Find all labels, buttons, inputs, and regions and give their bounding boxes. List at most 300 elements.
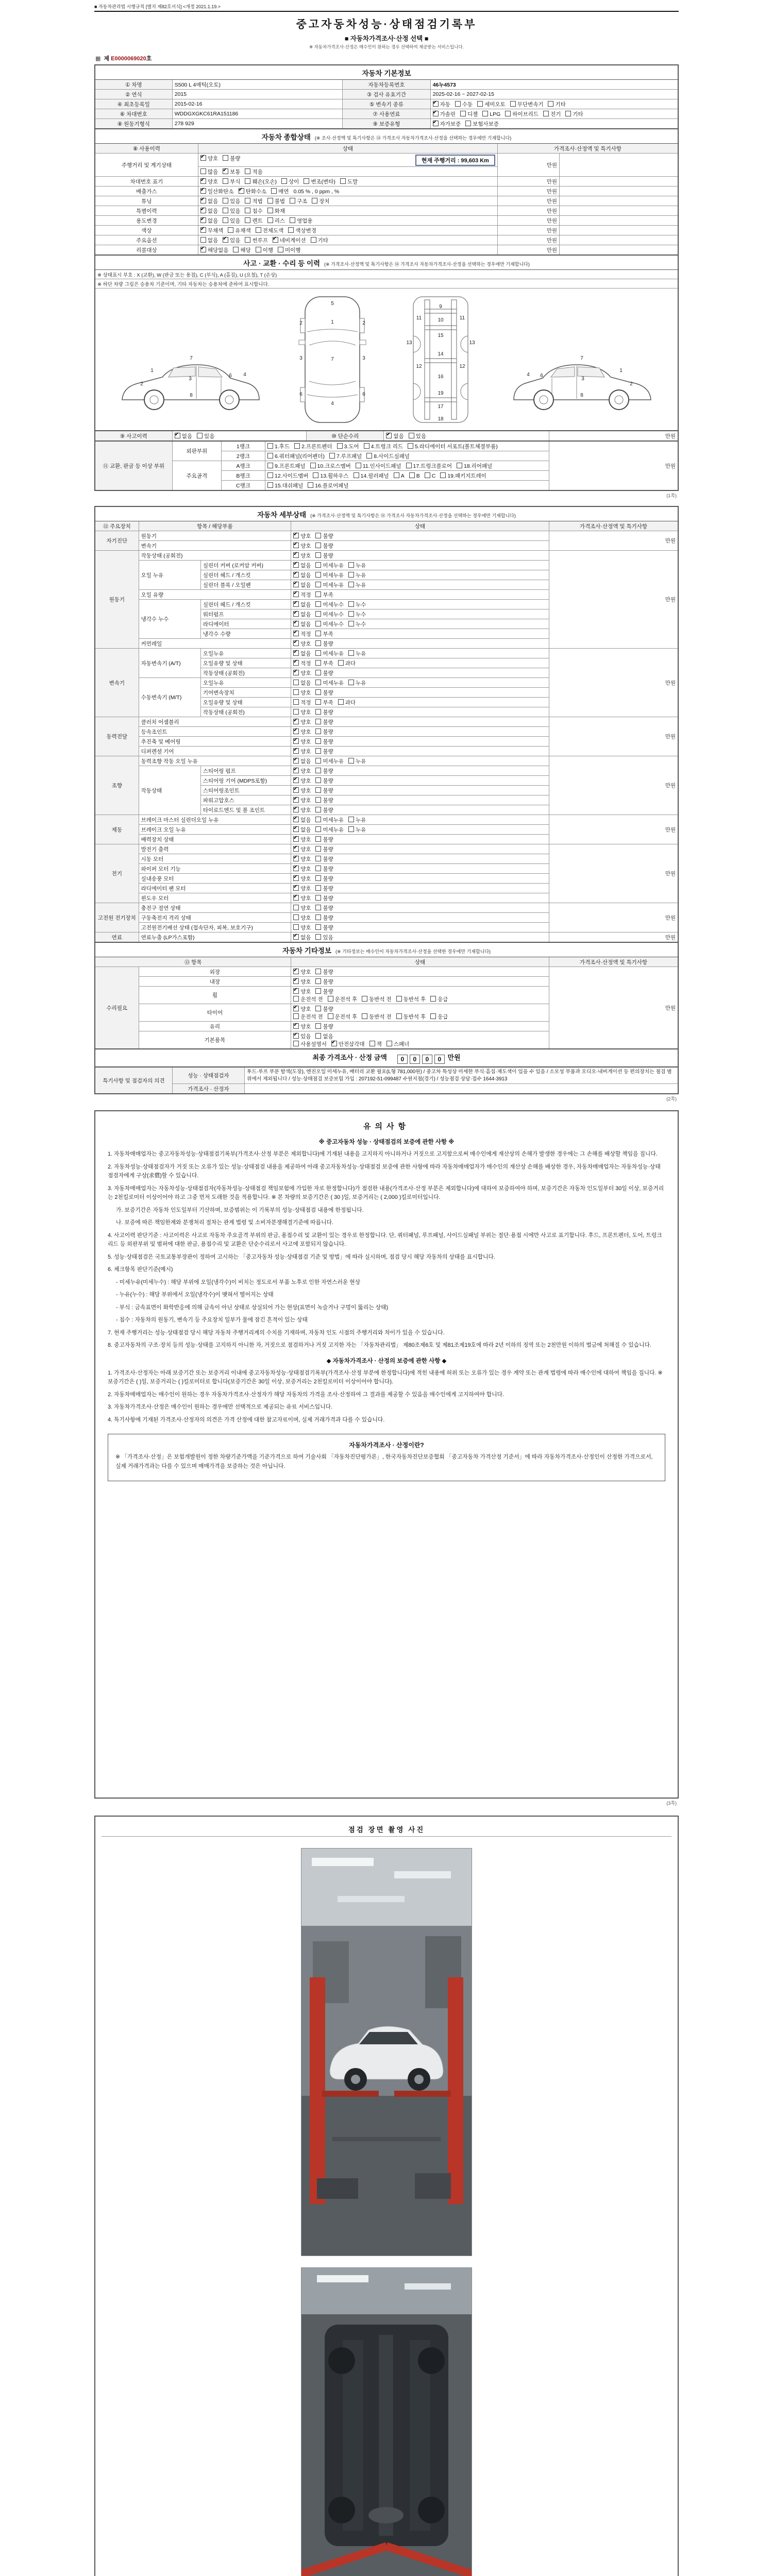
checkbox-부족[interactable]: 부족 bbox=[315, 659, 333, 667]
checkbox-적정[interactable]: ✔ 적정 bbox=[293, 591, 311, 599]
checkbox-영업용[interactable]: 영업용 bbox=[290, 217, 312, 225]
checkbox-없음[interactable]: ✔ 없음 bbox=[293, 620, 311, 628]
checkbox-불량[interactable]: 불량 bbox=[315, 669, 333, 677]
checkbox-기타[interactable]: 기타 bbox=[311, 236, 328, 244]
checkbox-해당없음[interactable]: ✔ 해당없음 bbox=[200, 246, 229, 254]
checkbox-1.후드[interactable]: 1.후드 bbox=[267, 443, 290, 450]
checkbox-불량[interactable]: 불량 bbox=[315, 689, 333, 697]
checkbox-없음[interactable]: 없음 bbox=[200, 236, 218, 244]
checkbox-glyph bbox=[245, 168, 250, 174]
value-cell: 유리 bbox=[139, 1022, 291, 1031]
checkbox-양호[interactable]: ✔ 양호 bbox=[293, 640, 311, 648]
checkbox-불량[interactable]: 불량 bbox=[315, 1023, 333, 1030]
amount-digit-box: 0 bbox=[397, 1055, 408, 1064]
checkbox-19.패키지트레이[interactable]: 19.패키지트레이 bbox=[440, 472, 486, 480]
checkbox-양호[interactable]: ✔ 양호 bbox=[293, 767, 311, 775]
checkbox-glyph bbox=[315, 885, 321, 891]
checkbox-양호[interactable]: 양호 bbox=[293, 924, 311, 931]
checkbox-불량[interactable]: 불량 bbox=[315, 532, 333, 540]
checkbox-양호[interactable]: 양호 bbox=[293, 689, 311, 697]
checkbox-가솔린[interactable]: ✔ 가솔린 bbox=[433, 110, 456, 118]
checkbox-양호[interactable]: ✔ 양호 bbox=[293, 806, 311, 814]
checkbox-3.도어[interactable]: 3.도어 bbox=[337, 443, 359, 450]
checkbox-미세누유[interactable]: 미세누유 bbox=[315, 757, 344, 765]
checkbox-불량[interactable]: 불량 bbox=[315, 728, 333, 736]
checkbox-glyph bbox=[293, 978, 299, 984]
checkbox-glyph bbox=[315, 875, 321, 881]
checkbox-불량[interactable]: 불량 bbox=[315, 968, 333, 976]
value-cell bbox=[384, 431, 549, 441]
value-cell: 1랭크 bbox=[221, 441, 265, 451]
checkbox-16.플로어패널[interactable]: 16.플로어패널 bbox=[308, 482, 348, 489]
checkbox-운전석 후[interactable]: 운전석 후 bbox=[328, 995, 358, 1003]
label-cell: ⑨ 사고이력 bbox=[95, 431, 172, 441]
checkbox-미세누유[interactable]: 미세누유 bbox=[315, 562, 344, 569]
checkbox-양호[interactable]: ✔ 양호 bbox=[293, 552, 311, 560]
checkbox-변조(변타)[interactable]: 변조(변타) bbox=[304, 178, 335, 185]
checkbox-불량[interactable]: 불량 bbox=[315, 806, 333, 814]
checkbox-glyph bbox=[313, 472, 318, 478]
checkbox-동반석 전[interactable]: 동반석 전 bbox=[362, 1013, 392, 1021]
checkbox-17.트렁크플로어[interactable]: 17.트렁크플로어 bbox=[406, 462, 452, 470]
checkbox-불법[interactable]: 불법 bbox=[267, 197, 285, 205]
checkbox-10.크로스멤버[interactable]: 10.크로스멤버 bbox=[310, 462, 351, 470]
checkbox-있음[interactable]: 있음 bbox=[197, 432, 214, 440]
checkbox-glyph bbox=[440, 472, 446, 478]
checkbox-장치[interactable]: 장치 bbox=[312, 197, 329, 205]
checkbox-glyph bbox=[315, 1006, 321, 1011]
checkbox-운전석 전[interactable]: 운전석 전 bbox=[293, 995, 323, 1003]
checkbox-양호[interactable]: ✔ 양호 bbox=[293, 968, 311, 976]
checkbox-수동[interactable]: 수동 bbox=[455, 100, 473, 108]
checkbox-도말[interactable]: 도말 bbox=[340, 178, 358, 185]
checkbox-양호[interactable]: ✔ 양호 bbox=[293, 865, 311, 873]
checkbox-무단변속기[interactable]: 무단변속기 bbox=[510, 100, 544, 108]
checkbox-양호[interactable]: ✔ 양호 bbox=[293, 669, 311, 677]
checkbox-양호[interactable]: ✔ 양호 bbox=[293, 875, 311, 883]
checkbox-양호[interactable]: ✔ 양호 bbox=[293, 718, 311, 726]
checkbox-하이브리드[interactable]: 하이브리드 bbox=[505, 110, 539, 118]
checkbox-누수[interactable]: 누수 bbox=[348, 620, 366, 628]
checkbox-양호[interactable]: ✔ 양호 bbox=[293, 738, 311, 745]
checkbox-불량[interactable]: 불량 bbox=[315, 787, 333, 794]
checkbox-glyph bbox=[409, 433, 414, 438]
diagram-zone-number: 7 bbox=[189, 355, 193, 361]
checkbox-양호[interactable]: 양호 bbox=[293, 914, 311, 922]
value-cell: 스티어링조인트 bbox=[200, 786, 291, 795]
checkbox-불량[interactable]: 불량 bbox=[315, 718, 333, 726]
checkbox-누유[interactable]: 누유 bbox=[348, 571, 366, 579]
amount-digit-box: 0 bbox=[434, 1055, 445, 1064]
value-cell bbox=[291, 541, 549, 551]
checkbox-양호[interactable]: ✔ 양호 bbox=[200, 178, 218, 185]
checkbox-불량[interactable]: 불량 bbox=[315, 904, 333, 912]
diagram-zone-number: 1 bbox=[331, 319, 334, 325]
checkbox-양호[interactable]: ✔ 양호 bbox=[293, 787, 311, 794]
value-cell bbox=[198, 177, 497, 187]
checkbox-glyph bbox=[362, 996, 367, 1002]
checkbox-부족[interactable]: 부족 bbox=[315, 630, 333, 638]
value-cell bbox=[291, 874, 549, 884]
value-cell: 작동상태 (공회전) bbox=[200, 707, 291, 717]
page-marker-2: (2쪽) bbox=[666, 1096, 677, 1102]
value-cell: 만원 bbox=[549, 441, 678, 490]
checkbox-2.프론트펜더[interactable]: 2.프론트펜더 bbox=[294, 443, 332, 450]
checkbox-glyph bbox=[293, 562, 299, 568]
checkbox-glyph bbox=[369, 1041, 375, 1046]
checkbox-glyph bbox=[406, 463, 412, 468]
checkbox-화재[interactable]: 화재 bbox=[267, 207, 285, 215]
checkbox-구조[interactable]: 구조 bbox=[290, 197, 307, 205]
checkbox-glyph bbox=[315, 611, 321, 617]
checkbox-리스[interactable]: 리스 bbox=[267, 217, 285, 225]
notice-paragraph: 4. 사고이력 판단기준 : 사고이력은 사고로 자동차 주요골격 부위의 판금, 용접수리 및 교환이 있는 경우로 한정합니다. 단, 쿼터패널, 루프패널, 사이드실패널 부위는 절단·용접 시에만 사고로 표기합니다. 후드, 프론트펜더, 도어, 트렁크리드 등 외판부위 및 범퍼에 대한 판금, 용접수리 및 교환은 단순수리로서 사고에 포함되지 않습니다. bbox=[108, 1232, 662, 1248]
checkbox-네비게이션[interactable]: ✔ 네비게이션 bbox=[273, 236, 306, 244]
value-cell: 실린더 헤드 / 개스킷 bbox=[200, 600, 291, 609]
value-cell: 파워고압호스 bbox=[200, 795, 291, 805]
value-cell bbox=[244, 1084, 678, 1094]
checkbox-없음[interactable]: ✔ 없음 bbox=[293, 601, 311, 608]
checkbox-잭[interactable]: 잭 bbox=[369, 1040, 382, 1048]
checkbox-렌트[interactable]: 렌트 bbox=[245, 217, 262, 225]
checkbox-미세누유[interactable]: 미세누유 bbox=[315, 816, 344, 824]
checkbox-불량[interactable]: 불량 bbox=[315, 796, 333, 804]
value-cell: 고전원전기배선 상태 (접속단자, 피복, 보호기구) bbox=[139, 923, 291, 933]
checkbox-동반석 후[interactable]: 동반석 후 bbox=[396, 995, 426, 1003]
checkbox-전기[interactable]: 전기 bbox=[543, 110, 561, 118]
checkbox-없음[interactable]: ✔ 없음 bbox=[293, 562, 311, 569]
checkbox-12.사이드멤버[interactable]: 12.사이드멤버 bbox=[267, 472, 308, 480]
notice-paragraph: 3. 자동차가격조사·산정은 매수인이 원하는 경우에만 선택적으로 제공되는 유료 서비스입니다. bbox=[108, 1404, 332, 1411]
checkbox-LPG[interactable]: LPG bbox=[482, 111, 500, 117]
checkbox-양호[interactable]: ✔양호 bbox=[293, 988, 311, 995]
checkbox-무채색[interactable]: ✔ 무채색 bbox=[200, 227, 223, 234]
checkbox-불량[interactable]: 불량 bbox=[315, 845, 333, 853]
checkbox-누유[interactable]: 누유 bbox=[348, 757, 366, 765]
notice-paragraph: - 누유(누수) : 해당 부위에서 오일(냉각수)이 맺혀서 떨어지는 상태 bbox=[116, 1292, 274, 1298]
checkbox-양호[interactable]: ✔ 양호 bbox=[293, 777, 311, 785]
checkbox-전체도색[interactable]: 전체도색 bbox=[256, 227, 284, 234]
value-cell: 만원 bbox=[549, 903, 678, 933]
checkbox-없음[interactable]: ✔ 없음 bbox=[200, 197, 218, 205]
checkbox-없음[interactable]: 없음 bbox=[315, 1032, 333, 1040]
checkbox-있음[interactable]: 있음 bbox=[223, 217, 240, 225]
accident-legend-2: ※ 하단 차량 그림은 승용차 기준이며, 기타 자동차는 승용차에 준하여 표시합니다. bbox=[95, 279, 678, 289]
checkbox-glyph bbox=[245, 208, 250, 213]
checkbox-사용설명서[interactable]: 사용설명서 bbox=[293, 1040, 327, 1048]
checkbox-응급[interactable]: 응급 bbox=[430, 995, 448, 1003]
value-cell bbox=[291, 903, 549, 913]
car-diagram-underbody bbox=[402, 293, 479, 427]
value-cell: 2랭크 bbox=[221, 451, 265, 461]
checkbox-5.라디에이터 서포트(볼트체결부품)[interactable]: 5.라디에이터 서포트(볼트체결부품) bbox=[408, 443, 498, 450]
checkbox-불량[interactable]: 불량 bbox=[315, 914, 333, 922]
checkbox-불량[interactable]: 불량 bbox=[315, 894, 333, 902]
checkbox-침수[interactable]: 침수 bbox=[245, 207, 262, 215]
checkbox-glyph bbox=[315, 768, 321, 773]
checkbox-미세누수[interactable]: 미세누수 bbox=[315, 601, 344, 608]
diagram-zone-number: 10 bbox=[438, 317, 444, 323]
checkbox-많음[interactable]: 많음 bbox=[200, 168, 218, 176]
checkbox-양호[interactable]: ✔양호 bbox=[200, 155, 218, 162]
checkbox-glyph bbox=[293, 621, 299, 626]
checkbox-불량[interactable]: 불량 bbox=[315, 777, 333, 785]
checkbox-없음[interactable]: ✔ 없음 bbox=[293, 571, 311, 579]
value-cell: 만원 bbox=[549, 815, 678, 844]
checkbox-누유[interactable]: 누유 bbox=[348, 562, 366, 569]
checkbox-양호[interactable]: ✔ 양호 bbox=[293, 845, 311, 853]
checkbox-기타[interactable]: 기타 bbox=[548, 100, 565, 108]
checkbox-미이행[interactable]: 미이행 bbox=[278, 246, 300, 254]
value-cell: 만원 bbox=[549, 551, 678, 649]
photos-title: 점검 장면 촬영 사진 bbox=[102, 1822, 671, 1837]
checkbox-미세누유[interactable]: 미세누유 bbox=[315, 679, 344, 687]
checkbox-glyph bbox=[293, 543, 299, 548]
checkbox-불량[interactable]: 불량 bbox=[315, 865, 333, 873]
checkbox-미세누수[interactable]: 미세누수 bbox=[315, 620, 344, 628]
checkbox-불량[interactable]: 불량 bbox=[315, 767, 333, 775]
checkbox-없음[interactable]: ✔ 없음 bbox=[293, 826, 311, 834]
checkbox-양호[interactable]: ✔ 양호 bbox=[293, 1023, 311, 1030]
checkbox-있음[interactable]: 있음 bbox=[223, 197, 240, 205]
checkbox-누수[interactable]: 누수 bbox=[348, 611, 366, 618]
checkbox-A[interactable]: A bbox=[394, 472, 405, 479]
checkbox-glyph bbox=[200, 217, 206, 223]
checkbox-스패너[interactable]: 스패너 bbox=[386, 1040, 409, 1048]
checkbox-불량[interactable]: 불량 bbox=[315, 875, 333, 883]
checkbox-유채색[interactable]: 유채색 bbox=[228, 227, 250, 234]
checkbox-없음[interactable]: ✔ 없음 bbox=[293, 934, 311, 941]
checkbox-운전석 전[interactable]: 운전석 전 bbox=[293, 1013, 323, 1021]
accident-legend-1: ※ 상태표시 부호 : X (교환), W (판금 또는 용접), C (부식), A (흠집), U (요철), T (손상) bbox=[95, 270, 678, 279]
checkbox-누유[interactable]: 누유 bbox=[348, 826, 366, 834]
checkbox-있음[interactable]: ✔있음 bbox=[293, 1032, 311, 1040]
checkbox-없음[interactable]: 없음 bbox=[293, 679, 311, 687]
page-marker-1: (1쪽) bbox=[666, 493, 677, 498]
value-cell: 기어변속장치 bbox=[200, 688, 291, 698]
label-cell: 연료 bbox=[95, 933, 139, 943]
checkbox-있음[interactable]: 있음 bbox=[315, 934, 333, 941]
checkbox-glyph bbox=[293, 895, 299, 901]
checkbox-미세누유[interactable]: 미세누유 bbox=[315, 826, 344, 834]
checkbox-B[interactable]: B bbox=[409, 472, 420, 479]
final-price-unit: 만원 bbox=[447, 1054, 461, 1061]
checkbox-불량[interactable]: 불량 bbox=[315, 542, 333, 550]
notice-paragraph: - 침수 : 자동차의 원동기, 변속기 등 주요장치 일부가 물에 잠긴 흔적이 있는 상태 bbox=[116, 1317, 308, 1324]
diagram-zone-number: 8 bbox=[189, 392, 193, 398]
checkbox-양호[interactable]: 양호 bbox=[293, 904, 311, 912]
value-cell: 만원 bbox=[497, 226, 559, 235]
value-cell: 2025-02-16 ~ 2027-02-15 bbox=[430, 90, 678, 99]
checkbox-과다[interactable]: 과다 bbox=[338, 659, 356, 667]
checkbox-양호[interactable]: ✔ 양호 bbox=[293, 894, 311, 902]
section-gap bbox=[94, 499, 679, 506]
checkbox-없음[interactable]: ✔ 없음 bbox=[293, 611, 311, 618]
checkbox-불량[interactable]: 불량 bbox=[315, 708, 333, 716]
checkbox-있음[interactable]: 있음 bbox=[223, 207, 240, 215]
checkbox-양호[interactable]: ✔ 양호 bbox=[293, 796, 311, 804]
checkbox-색상변경[interactable]: 색상변경 bbox=[288, 227, 316, 234]
checkbox-미세누유[interactable]: 미세누유 bbox=[315, 650, 344, 657]
label-cell: ⑤ 변속기 종류 bbox=[343, 99, 430, 109]
checkbox-부식[interactable]: 부식 bbox=[223, 178, 240, 185]
checkbox-있음[interactable]: ✔ 있음 bbox=[223, 236, 240, 244]
value-cell: 만원 bbox=[497, 235, 559, 245]
checkbox-양호[interactable]: ✔ 양호 bbox=[293, 532, 311, 540]
checkbox-없음[interactable]: ✔ 없음 bbox=[293, 581, 311, 589]
barcode-icon: ▦ bbox=[95, 56, 101, 62]
checkbox-glyph bbox=[315, 699, 321, 705]
checkbox-미세누유[interactable]: 미세누유 bbox=[315, 581, 344, 589]
checkbox-동반석 전[interactable]: 동반석 전 bbox=[362, 995, 392, 1003]
checkbox-양호[interactable]: ✔ 양호 bbox=[293, 836, 311, 843]
diagram-zone-number: 17 bbox=[438, 403, 444, 410]
checkbox-불량[interactable]: 불량 bbox=[315, 885, 333, 892]
checkbox-없음[interactable]: ✔ 없음 bbox=[386, 432, 404, 440]
checkbox-누유[interactable]: 누유 bbox=[348, 816, 366, 824]
label-cell: ② 연식 bbox=[95, 90, 172, 99]
checkbox-18.리어패널[interactable]: 18.리어패널 bbox=[457, 462, 492, 470]
checkbox-없음[interactable]: ✔ 없음 bbox=[200, 207, 218, 215]
checkbox-해당[interactable]: 해당 bbox=[233, 246, 250, 254]
checkbox-미세누유[interactable]: 미세누유 bbox=[315, 571, 344, 579]
value-cell bbox=[291, 727, 549, 737]
checkbox-9.프론트패널[interactable]: 9.프론트패널 bbox=[267, 462, 305, 470]
checkbox-매연[interactable]: 매연 bbox=[271, 188, 289, 195]
checkbox-보험사보증[interactable]: 보험사보증 bbox=[465, 120, 499, 128]
checkbox-부족[interactable]: 부족 bbox=[315, 699, 333, 706]
checkbox-불량[interactable]: 불량 bbox=[315, 552, 333, 560]
checkbox-적정[interactable]: 적정 bbox=[293, 699, 311, 706]
checkbox-7.루프패널[interactable]: 7.루프패널 bbox=[329, 452, 362, 460]
checkbox-14.필러패널[interactable]: 14.필러패널 bbox=[354, 472, 389, 480]
checkbox-C[interactable]: C bbox=[425, 472, 436, 479]
checkbox-없음[interactable]: ✔ 없음 bbox=[200, 217, 218, 225]
checkbox-8.사이드실패널[interactable]: 8.사이드실패널 bbox=[366, 452, 410, 460]
checkbox-과다[interactable]: 과다 bbox=[338, 699, 356, 706]
checkbox-보통[interactable]: ✔ 보통 bbox=[223, 168, 240, 176]
checkbox-기타[interactable]: 기타 bbox=[565, 110, 583, 118]
checkbox-일산화탄소[interactable]: ✔ 일산화탄소 bbox=[200, 188, 234, 195]
checkbox-glyph bbox=[293, 885, 299, 891]
checkbox-15.대쉬패널[interactable]: 15.대쉬패널 bbox=[267, 482, 303, 489]
checkbox-glyph bbox=[433, 101, 439, 107]
checkbox-불량[interactable]: 불량 bbox=[315, 640, 333, 648]
checkbox-누유[interactable]: 누유 bbox=[348, 581, 366, 589]
checkbox-양호[interactable]: 양호 bbox=[293, 708, 311, 716]
checkbox-13.휠하우스[interactable]: 13.휠하우스 bbox=[313, 472, 348, 480]
checkbox-불량[interactable]: 불량 bbox=[315, 855, 333, 863]
checkbox-부족[interactable]: 부족 bbox=[315, 591, 333, 599]
checkbox-불량[interactable]: 불량 bbox=[315, 836, 333, 843]
value-cell: 2015 bbox=[172, 90, 343, 99]
checkbox-11.인사이드패널[interactable]: 11.인사이드패널 bbox=[356, 462, 401, 470]
checkbox-동반석 후[interactable]: 동반석 후 bbox=[396, 1013, 426, 1021]
checkbox-불량[interactable]: 불량 bbox=[223, 155, 240, 162]
checkbox-glyph bbox=[315, 969, 321, 974]
checkbox-양호[interactable]: ✔양호 bbox=[293, 1005, 311, 1013]
checkbox-glyph bbox=[245, 217, 250, 223]
checkbox-glyph bbox=[293, 1023, 299, 1029]
checkbox-glyph bbox=[315, 797, 321, 803]
checkbox-양호[interactable]: ✔ 양호 bbox=[293, 855, 311, 863]
checkbox-있음[interactable]: 있음 bbox=[409, 432, 426, 440]
checkbox-불량[interactable]: 불량 bbox=[315, 988, 333, 995]
checkbox-썬루프[interactable]: 썬루프 bbox=[245, 236, 267, 244]
checkbox-불량[interactable]: 불량 bbox=[315, 748, 333, 755]
label-cell: 자기진단 bbox=[95, 531, 139, 551]
checkbox-자동[interactable]: ✔ 자동 bbox=[433, 100, 450, 108]
checkbox-불량[interactable]: 불량 bbox=[315, 924, 333, 931]
value-cell bbox=[291, 825, 549, 835]
checkbox-불량[interactable]: 불량 bbox=[315, 978, 333, 986]
checkbox-누유[interactable]: 누유 bbox=[348, 650, 366, 657]
checkbox-누수[interactable]: 누수 bbox=[348, 601, 366, 608]
checkbox-glyph bbox=[293, 875, 299, 881]
checkbox-4.트렁크 리드[interactable]: 4.트렁크 리드 bbox=[364, 443, 403, 450]
checkbox-응급[interactable]: 응급 bbox=[430, 1013, 448, 1021]
checkbox-이행[interactable]: 이행 bbox=[256, 246, 273, 254]
checkbox-운전석 후[interactable]: 운전석 후 bbox=[328, 1013, 358, 1021]
car-diagram-side-right bbox=[510, 339, 659, 427]
checkbox-세미오토[interactable]: 세미오토 bbox=[477, 100, 506, 108]
diagram-zone-number: 8 bbox=[580, 392, 584, 398]
checkbox-없음[interactable]: ✔ 없음 bbox=[293, 757, 311, 765]
notice-paragraph: ※ 「가격조사·산정」은 보험개발원이 정한 차량기준가액을 기준가격으로 하여 기술사회 「자동차진단평가론」, 한국자동차진단보증협회 「중고자동차 가격산정 기준서」에 따라 자동차가격조사·산정인이 산정한 가격으로서, 실제 거래가격과는 다를 수 있으며 매매가격을 보증하는 것은 아닙니다. bbox=[115, 1454, 653, 1469]
checkbox-디젤[interactable]: 디젤 bbox=[460, 110, 478, 118]
checkbox-불량[interactable]: 불량 bbox=[315, 1005, 333, 1013]
diagram-zone-number: 3 bbox=[299, 355, 303, 361]
value-cell bbox=[560, 154, 678, 177]
value-cell: 만원 bbox=[549, 717, 678, 756]
value-cell: 만원 bbox=[497, 245, 559, 256]
checkbox-glyph bbox=[348, 621, 354, 626]
section-gap bbox=[94, 1806, 679, 1814]
car-diagram-top-body bbox=[294, 293, 371, 427]
accident-summary-table bbox=[94, 430, 679, 442]
checkbox-양호[interactable]: ✔ 양호 bbox=[293, 885, 311, 892]
checkbox-자가보증[interactable]: ✔ 자가보증 bbox=[433, 120, 461, 128]
checkbox-미세누수[interactable]: 미세누수 bbox=[315, 611, 344, 618]
value-cell: 오일유량 및 상태 bbox=[200, 698, 291, 707]
checkbox-적정[interactable]: ✔ 적정 bbox=[293, 659, 311, 667]
checkbox-훼손(오손)[interactable]: 훼손(오손) bbox=[245, 178, 277, 185]
checkbox-glyph bbox=[245, 178, 250, 184]
value-cell: 타이어 bbox=[139, 1004, 291, 1022]
checkbox-안전삼각대[interactable]: ✔ 안전삼각대 bbox=[331, 1040, 365, 1048]
checkbox-적법[interactable]: 적법 bbox=[245, 197, 262, 205]
checkbox-탄화수소[interactable]: ✔ 탄화수소 bbox=[239, 188, 267, 195]
checkbox-없음[interactable]: ✔ 없음 bbox=[175, 432, 192, 440]
checkbox-누유[interactable]: 누유 bbox=[348, 679, 366, 687]
checkbox-적음[interactable]: 적음 bbox=[245, 168, 262, 176]
checkbox-양호[interactable]: ✔ 양호 bbox=[293, 978, 311, 986]
checkbox-없음[interactable]: ✔ 없음 bbox=[293, 816, 311, 824]
value-cell: 오일누유 bbox=[200, 649, 291, 658]
checkbox-상이[interactable]: 상이 bbox=[281, 178, 299, 185]
checkbox-glyph bbox=[394, 472, 399, 478]
checkbox-양호[interactable]: ✔ 양호 bbox=[293, 748, 311, 755]
checkbox-없음[interactable]: ✔ 없음 bbox=[293, 650, 311, 657]
checkbox-6.쿼터패널(리어펜더)[interactable]: 6.쿼터패널(리어펜더) bbox=[267, 452, 325, 460]
checkbox-양호[interactable]: ✔ 양호 bbox=[293, 542, 311, 550]
checkbox-양호[interactable]: ✔ 양호 bbox=[293, 728, 311, 736]
checkbox-불량[interactable]: 불량 bbox=[315, 738, 333, 745]
checkbox-glyph bbox=[315, 621, 321, 626]
checkbox-적정[interactable]: ✔ 적정 bbox=[293, 630, 311, 638]
checkbox-glyph bbox=[348, 601, 354, 607]
checkbox-glyph bbox=[293, 787, 299, 793]
